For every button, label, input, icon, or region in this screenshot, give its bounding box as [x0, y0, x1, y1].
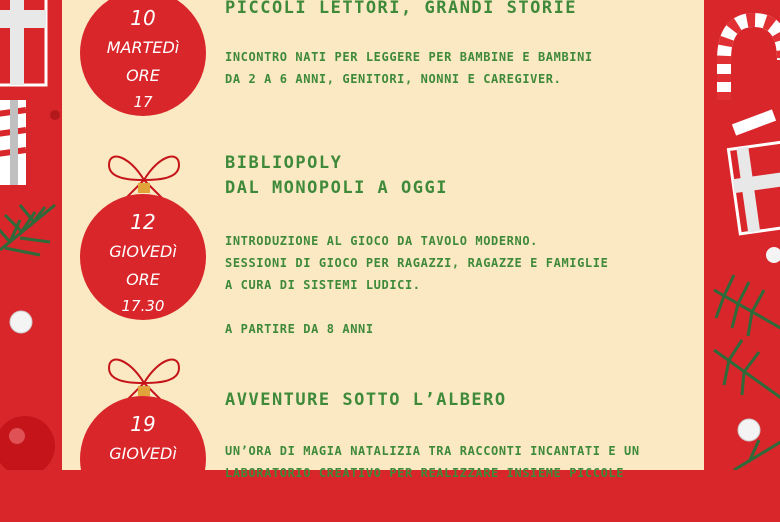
- event-weekday: MARTEDì: [106, 38, 180, 57]
- event-day: 12: [130, 210, 156, 234]
- events-poster: [62, 0, 704, 480]
- candy-cane-icon: [704, 0, 780, 470]
- event-time: 17: [133, 93, 153, 111]
- event-day: 10: [130, 6, 156, 30]
- event-time: 17.30: [121, 297, 165, 315]
- event-title: PICCOLI LETTORI, GRANDI STORIE: [225, 0, 578, 18]
- event-day: 19: [130, 412, 156, 436]
- event-title: BIBLIOPOLY DAL MONOPOLI A OGGI: [225, 153, 448, 198]
- right-decoration: [704, 0, 780, 470]
- event-title: AVVENTURE SOTTO L’ALBERO: [225, 390, 507, 410]
- event-weekday: GIOVEDì: [109, 444, 177, 463]
- gift-box-icon: [0, 0, 62, 470]
- event-weekday: GIOVEDì: [109, 242, 177, 261]
- left-decoration: [0, 0, 62, 470]
- date-ornament: [80, 0, 206, 116]
- date-ornament: [80, 194, 206, 320]
- event-ore: ORE: [126, 270, 160, 289]
- date-ornament: [80, 396, 206, 522]
- event-description: INTRODUZIONE AL GIOCO DA TAVOLO MODERNO. SESSIONI DI GIOCO PER RAGAZZI, RAGAZZE E FAMIGLIE A CURA DI SISTEMI LUDICI. A PARTIRE DA 8 ANNI: [225, 234, 609, 336]
- event-description: INCONTRO NATI PER LEGGERE PER BAMBINE E BAMBINI DA 2 A 6 ANNI, GENITORI, NONNI E CAREGIVER.: [225, 50, 593, 86]
- event-ore: ORE: [126, 66, 160, 85]
- event-description: UN’ORA DI MAGIA NATALIZIA TRA RACCONTI INCANTATI E UN LABORATORIO CREATIVO PER REALIZZARE INSIEME PICCOLE: [225, 444, 640, 480]
